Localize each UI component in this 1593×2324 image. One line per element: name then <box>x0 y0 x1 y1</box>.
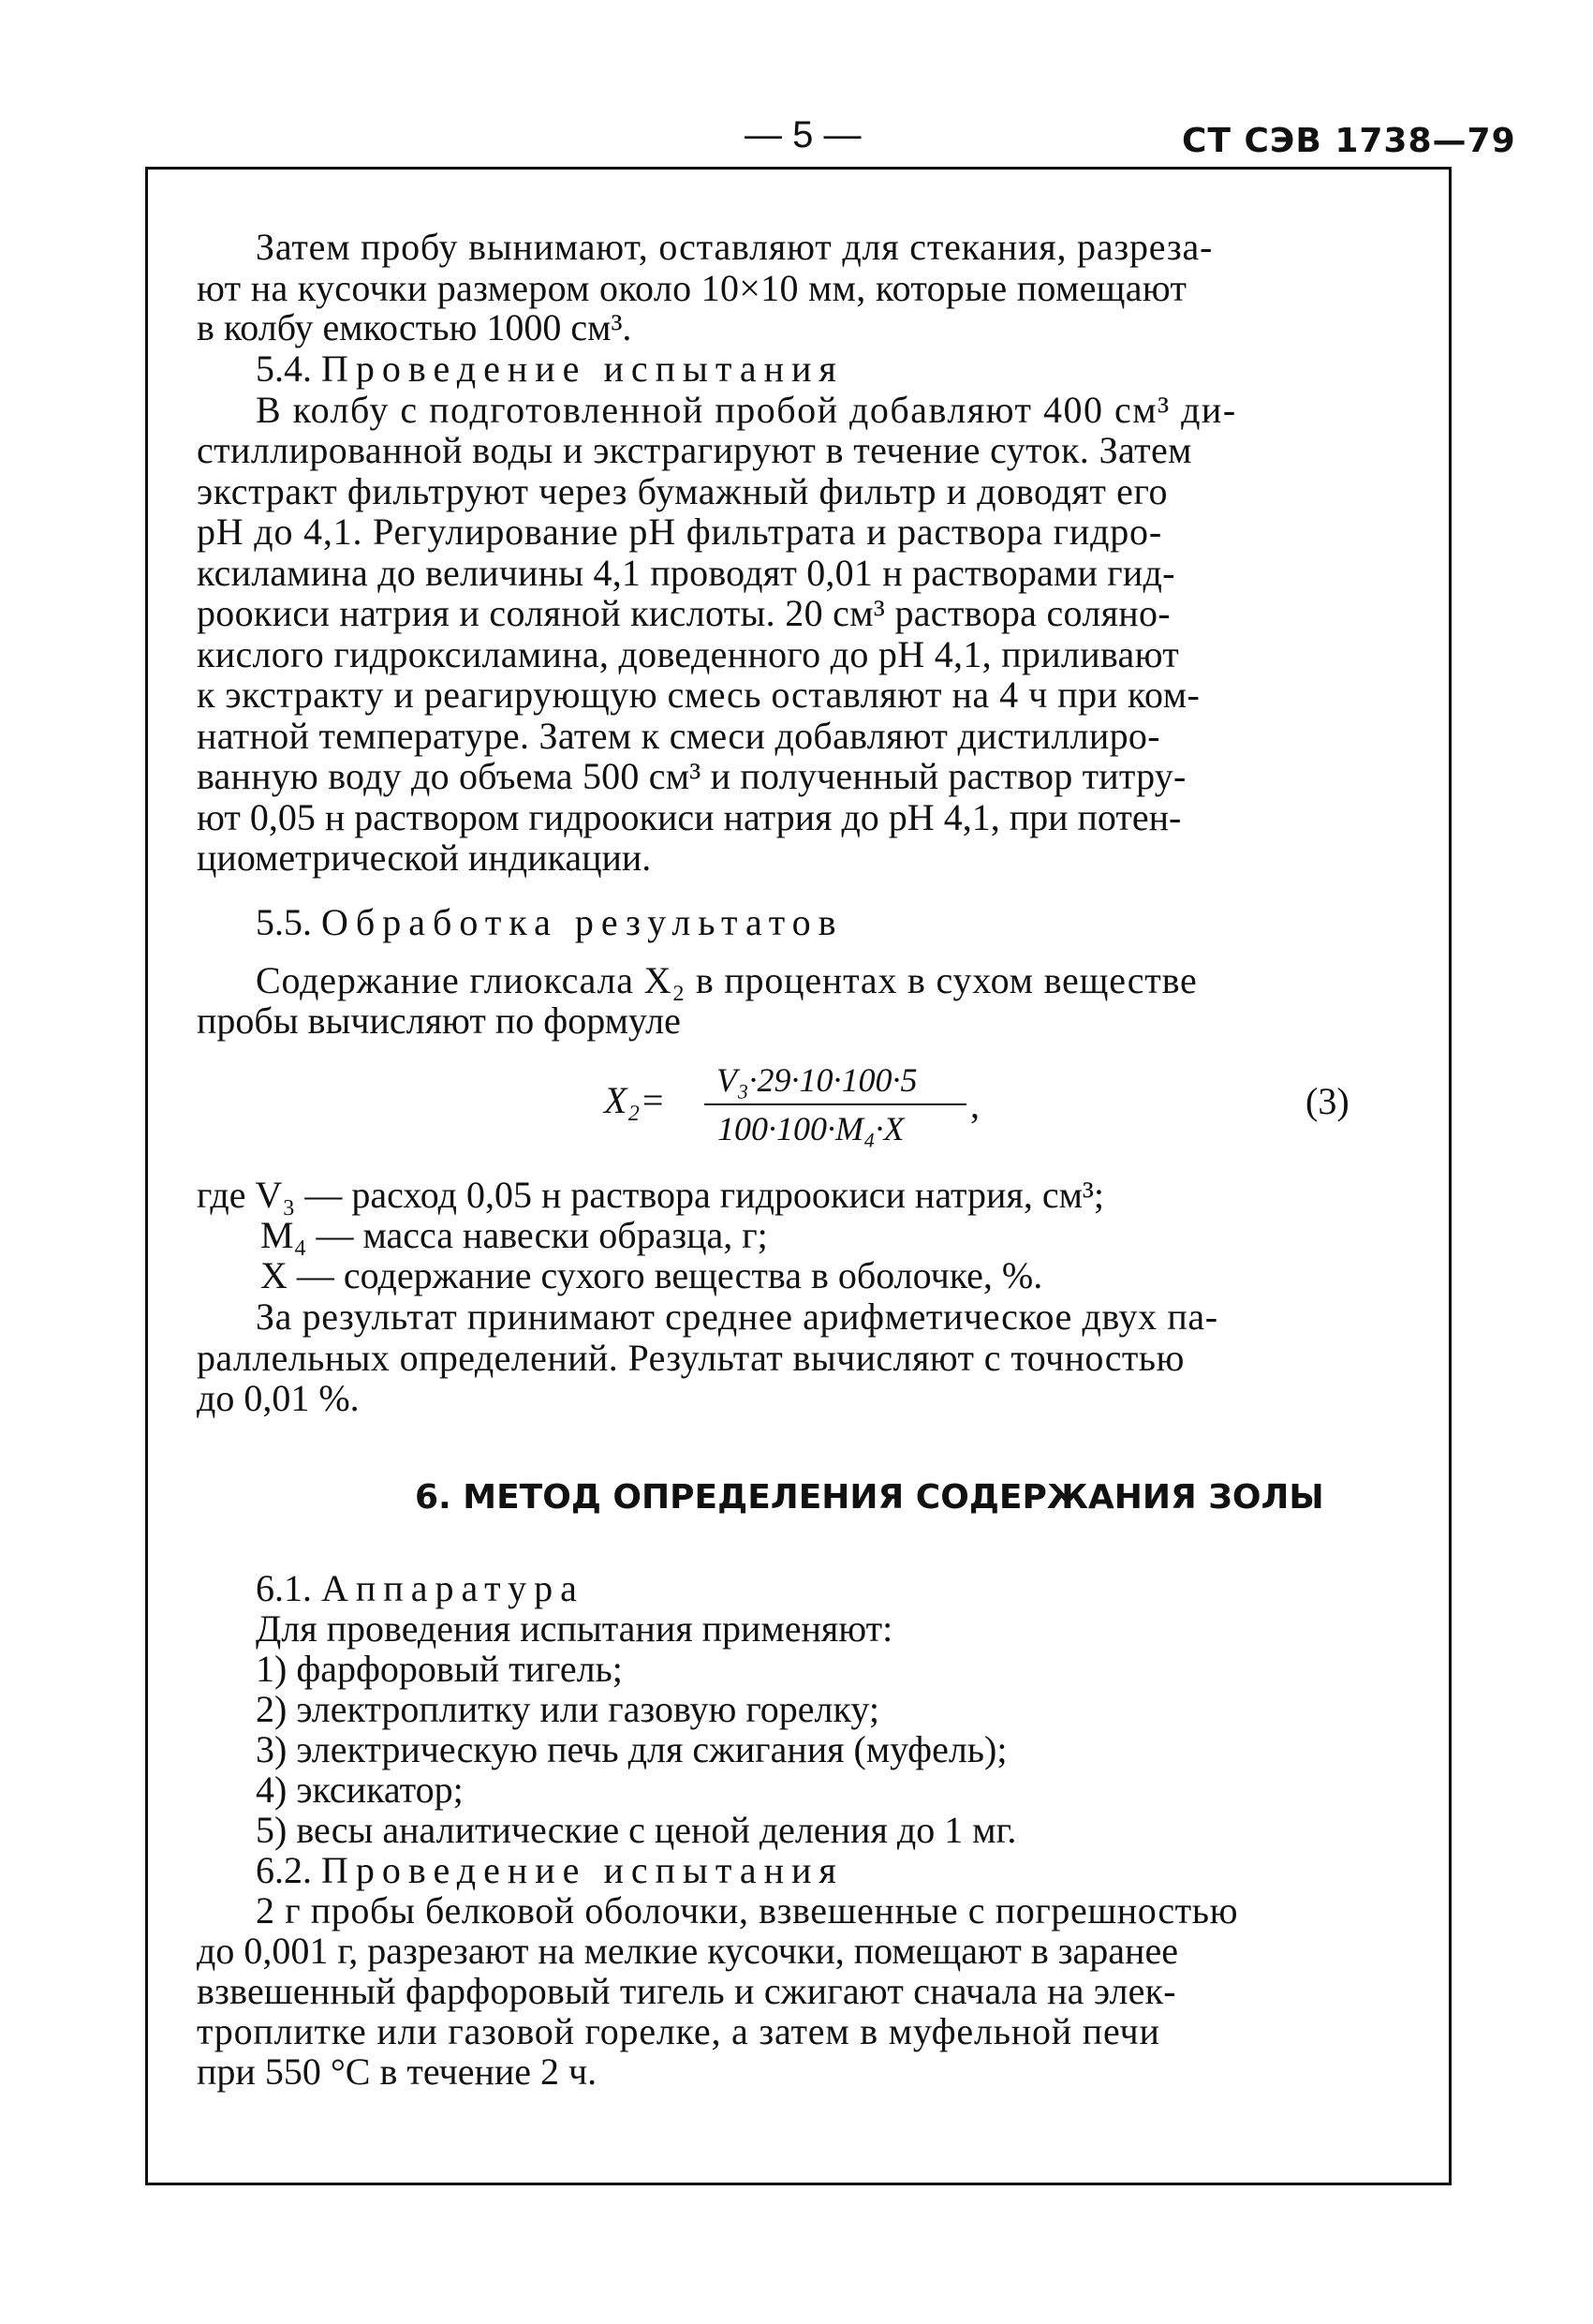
s54-line-2: стиллированной воды и экстрагируют в течение суток. Затем <box>197 429 1192 471</box>
result-line-1: За результат принимают среднее арифметическое двух па- <box>256 1295 1218 1338</box>
section-5-4-number: 5.4. <box>256 348 312 390</box>
s54-line-5: ксиламина до величины 4,1 проводят 0,01 н растворами гид- <box>197 552 1175 594</box>
section-6-1-title <box>256 1566 584 1610</box>
document-code: СТ СЭВ 1738—79 <box>1182 122 1516 160</box>
result-line-3: до 0,01 %. <box>197 1377 360 1419</box>
s54-line-7: кислого гидроксиламина, доведенного до pH 4,1, приливают <box>197 633 1180 675</box>
intro-line-2: ют на кусочки размером около 10×10 мм, которые помещают <box>197 267 1187 309</box>
s61-intro: Для проведения испытания применяют: <box>256 1607 893 1650</box>
s61-item-3: 3) электрическую печь для сжигания (муфель); <box>256 1728 1008 1770</box>
s54-line-8: к экстракту и реагирующую смесь оставляют на 4 ч при ком- <box>197 674 1201 716</box>
s61-item-4: 4) эксикатор; <box>256 1769 464 1811</box>
section-5-5-title <box>256 900 844 944</box>
section-6-2-heading: Проведение испытания <box>321 1849 844 1891</box>
s62-line-2: до 0,001 г, разрезают на мелкие кусочки, помещают в заранее <box>197 1930 1178 1972</box>
section-6-1-number: 6.1. <box>256 1567 312 1609</box>
right-rule <box>1449 167 1452 2185</box>
s54-line-10: ванную воду до объема 500 см³ и полученный раствор титру- <box>197 755 1187 797</box>
s54-line-6: роокиси натрия и соляной кислоты. 20 см³ раствора соляно- <box>197 592 1171 634</box>
formula-lhs: X₂= <box>604 1079 666 1121</box>
s54-line-4: pH до 4,1. Регулирование pH фильтрата и раствора гидро- <box>197 511 1162 553</box>
s54-line-12: циометрической индикации. <box>197 836 652 879</box>
s54-line-1: В колбу с подготовленной пробой добавляют 400 см³ ди- <box>256 389 1237 431</box>
formula-numerator: V₃·29·10·100·5 <box>716 1061 918 1099</box>
s62-line-5: при 550 °С в течение 2 ч. <box>197 2050 597 2093</box>
s62-line-1: 2 г пробы белковой оболочки, взвешенные с погрешностью <box>256 1889 1239 1932</box>
s54-line-11: ют 0,05 н раствором гидроокиси натрия до pH 4,1, при потен- <box>197 796 1182 838</box>
section-5-4-heading: Проведение испытания <box>321 348 844 390</box>
left-rule <box>145 167 148 2185</box>
s62-line-3: взвешенный фарфоровый тигель и сжигают сначала на элек- <box>197 1970 1176 2012</box>
page-number: — 5 — <box>745 114 862 155</box>
s62-line-4: троплитке или газовой горелке, а затем в муфельной печи <box>197 2010 1160 2052</box>
formula-denominator: 100·100·M₄·X <box>717 1110 905 1147</box>
formula-fraction-bar <box>704 1103 966 1105</box>
formula-number: (3) <box>1305 1080 1350 1122</box>
section-5-5-number: 5.5. <box>256 901 312 943</box>
result-line-2: раллельных определений. Результат вычисляют с точностью <box>197 1337 1185 1379</box>
section-6-1-heading: Аппаратура <box>321 1567 584 1609</box>
intro-line-3: в колбу емкостью 1000 см³. <box>197 306 632 348</box>
s61-item-5: 5) весы аналитические с ценой деления до 1 мг. <box>256 1809 1017 1851</box>
s61-item-2: 2) электроплитку или газовую горелку; <box>256 1688 879 1730</box>
intro-line-1: Затем пробу вынимают, оставляют для стекания, разреза- <box>256 226 1214 268</box>
section-6-heading: 6. МЕТОД ОПРЕДЕЛЕНИЯ СОДЕРЖАНИЯ ЗОЛЫ <box>415 1478 1324 1517</box>
section-5-4-title <box>256 347 844 391</box>
s61-item-1: 1) фарфоровый тигель; <box>256 1648 623 1690</box>
section-6-2-title <box>256 1848 844 1892</box>
s54-line-3: экстракт фильтруют через бумажный фильтр и доводят его <box>197 470 1169 512</box>
s54-line-9: натной температуре. Затем к смеси добавляют дистиллиро- <box>197 715 1160 757</box>
top-rule <box>145 167 1452 170</box>
s55-line-2: пробы вычисляют по формуле <box>197 999 681 1042</box>
section-5-5-heading: Обработка результатов <box>321 901 844 943</box>
bottom-rule <box>145 2183 1452 2185</box>
s55-line-1: Содержание глиоксала X₂ в процентах в сухом веществе <box>256 959 1198 1001</box>
where-line-3: X — содержание сухого вещества в оболочке, %. <box>260 1254 1043 1296</box>
where-line-1: где V₃ — расход 0,05 н раствора гидроокиси натрия, см³; <box>197 1174 1105 1216</box>
formula-comma: , <box>970 1084 980 1126</box>
where-line-2: M₄ — масса навески образца, г; <box>260 1214 768 1256</box>
section-6-2-number: 6.2. <box>256 1849 312 1891</box>
